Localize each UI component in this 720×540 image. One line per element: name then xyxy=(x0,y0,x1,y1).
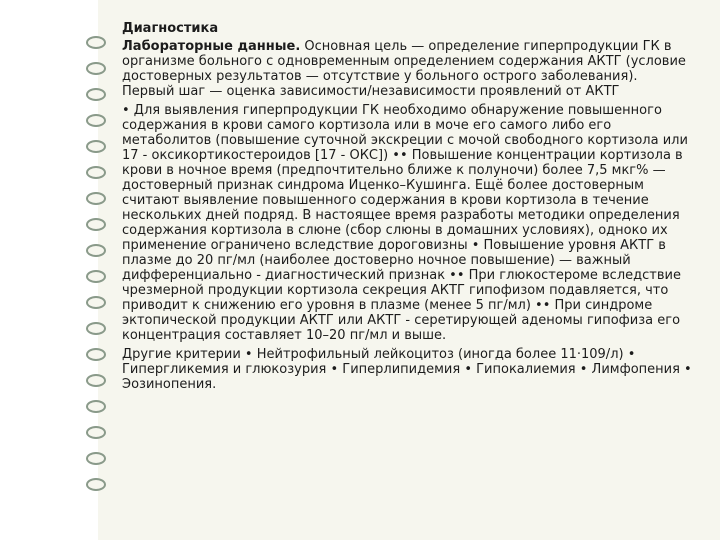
hyperproduction-paragraph: • Для выявления гиперпродукции ГК необходимо обнаружение повышенного содержания в крови самого кортизола или в моче его самого либо его метаболитов (повышение суточной экскреции с мочой свободного кортизола или 17 - оксикортикостероидов [17 - ОКС]) •• Повышение концентрации кортизола в крови в ночное время (предпочтительно ближе к полуночи) более 7,5 мкг% — достоверный признак синдрома Иценко–Кушинга. Ещё более достоверным считают выявление повышенного содержания в крови кортизола в течение нескольких дней подряд. В настоящее время разработы методики определения содержания кортизола в слюне (сбор слюны в домашних условиях), одноко их применение ограничено вследствие дороговизны • Повышение уровня АКТГ в плазме до 20 пг/мл (наиболее достоверно ночное повышение) — важный дифференциально - диагностический признак •• При глюкостероме вследствие чрезмерной продукции кортизола секреция АКТГ гипофизом подавляется, что приводит к снижению его уровня в плазме (менее 5 пг/мл) •• При синдроме эктопической продукции АКТГ или АКТГ - серетирующей аденомы гипофиза его концентрация составляет 10–20 пг/мл и выше. xyxy=(122,103,688,343)
binder-rings-decoration xyxy=(0,0,110,540)
lab-data-paragraph xyxy=(122,39,692,99)
other-criteria-paragraph: Другие критерии • Нейтрофильный лейкоцитоз (иногда более 11·109/л) • Гипергликемия и глюкозурия • Гиперлипидемия • Гипокалиемия • Лимфопения • Эозинопения. xyxy=(122,347,692,392)
slide-title: Диагностика xyxy=(122,21,219,36)
lab-data-text: Основная цель — определение гиперпродукции ГК в организме больного с одновременным определением содержания АКТГ (условие достоверных результатов — отсутствие у больного острого заболевания). Первый шаг — оценка зависимости/независимости проявлений от АКТГ xyxy=(122,39,686,99)
lab-data-lead: Лабораторные данные. xyxy=(122,39,301,54)
slide-content xyxy=(122,21,692,396)
